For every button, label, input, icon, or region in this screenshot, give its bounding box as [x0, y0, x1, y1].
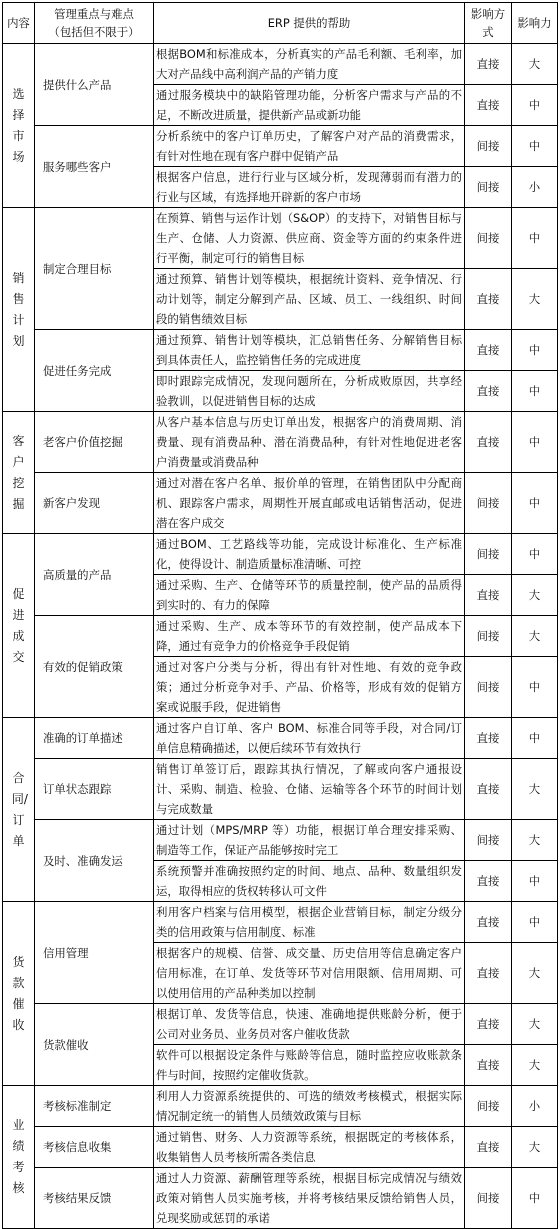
impact-mode-cell: 直接	[465, 902, 512, 943]
impact-force-cell: 中	[512, 1168, 558, 1229]
impact-mode-cell: 间接	[465, 473, 512, 534]
header-mode: 影响方式	[465, 3, 512, 44]
impact-mode-cell: 直接	[465, 575, 512, 616]
impact-mode-cell: 间接	[465, 126, 512, 167]
impact-force-cell: 大	[512, 575, 558, 616]
impact-mode-cell: 直接	[465, 85, 512, 126]
category-label: 销售计划	[12, 270, 25, 348]
erp-help-cell: 通过销售、财务、人力资源等系统，根据既定的考核体系，收集销售人员考核所需各类信息	[154, 1127, 465, 1168]
erp-help-cell: 系统预警并准确按照约定的时间、地点、品种、数量组织发运，取得相应的货权转移认可文件	[154, 861, 465, 902]
table-row	[3, 1004, 558, 1045]
impact-mode-cell: 直接	[465, 371, 512, 412]
impact-force-cell: 大	[512, 943, 558, 1004]
impact-mode-cell: 间接	[465, 820, 512, 861]
erp-help-cell: 通过计划（MPS/MRP 等）功能，根据订单合理安排采购、制造等工作，保证产品能够按时完工	[154, 820, 465, 861]
impact-mode-cell: 直接	[465, 1127, 512, 1168]
table-row	[3, 534, 558, 575]
erp-help-cell: 通过对潜在客户名单、报价单的管理，在销售团队中分配商机、跟踪客户需求，周期性开展直邮或电话销售活动，促进潜在客户成交	[154, 473, 465, 534]
erp-help-cell: 通过采购、生产、成本等环节的有效控制，使产品成本下降，通过有竞争力的价格竞争手段促销	[154, 616, 465, 657]
category-label: 货款催收	[12, 954, 25, 1032]
erp-help-cell: 通过BOM、工艺路线等功能，完成设计标准化、生产标准化，使得设计、制造质量标准清晰、可控	[154, 534, 465, 575]
impact-mode-cell: 间接	[465, 657, 512, 718]
table-header-row	[3, 3, 558, 44]
impact-force-cell: 中	[512, 412, 558, 473]
impact-mode-cell: 直接	[465, 861, 512, 902]
erp-help-cell: 根据客户的规模、信誉、成交量、历史信用等信息确定客户信用标准，在订单、发货等环节对信用限额、信用周期、可以使用信用的产品种类加以控制	[154, 943, 465, 1004]
erp-help-cell: 利用客户档案与信用模型，根据企业营销目标，制定分级分类的信用政策与信用制度、标准	[154, 902, 465, 943]
erp-help-cell: 销售订单签订后，跟踪其执行情况，了解或向客户通报设计、采购、制造、检验、仓储、运输等各个环节的时间计划与完成数量	[154, 759, 465, 820]
impact-force-cell: 中	[512, 126, 558, 167]
impact-force-cell: 中	[512, 534, 558, 575]
table-body	[3, 44, 558, 1229]
impact-mode-cell: 直接	[465, 44, 512, 85]
erp-help-table	[2, 2, 558, 1229]
table-row	[3, 820, 558, 861]
impact-mode-cell: 间接	[465, 208, 512, 269]
erp-help-cell: 从客户基本信息与历史订单出发，根据客户的消费周期、消费量、现有消费品种、潜在消费品种，有针对性地促进老客户消费量或消费品种	[154, 412, 465, 473]
header-points-line2: （包括但不限于）	[48, 25, 140, 39]
erp-help-cell: 通过对客户分类与分析，得出有针对性地、有效的竞争政策；通过分析竞争对手、产品、价格等，形成有效的促销方案或说服手段，促进销售	[154, 657, 465, 718]
erp-help-cell: 根据客户信息，进行行业与区域分析，发现薄弱而有潜力的行业与区域，有选择地开辟新的客户市场	[154, 167, 465, 208]
erp-help-cell: 利用人力资源系统提供的、可选的绩效考核模式，根据实际情况制定统一的销售人员绩效政策与目标	[154, 1086, 465, 1127]
header-help: ERP 提供的帮助	[154, 3, 465, 44]
impact-force-cell: 小	[512, 167, 558, 208]
impact-force-cell: 中	[512, 473, 558, 534]
impact-force-cell: 中	[512, 371, 558, 412]
category-cell	[3, 412, 35, 534]
erp-help-cell: 根据订单、发货等信息，快速、准确地提供账龄分析，便于公司对业务员、业务员对客户催收货款	[154, 1004, 465, 1045]
table-row	[3, 412, 558, 473]
key-point-cell: 提供什么产品	[35, 44, 154, 126]
table-row	[3, 473, 558, 534]
key-point-cell: 及时、准确发运	[35, 820, 154, 902]
table-row	[3, 1168, 558, 1229]
header-force: 影响力	[512, 3, 558, 44]
header-points-line1: 管理重点与难点	[54, 7, 134, 21]
impact-force-cell: 中	[512, 861, 558, 902]
impact-mode-cell: 直接	[465, 412, 512, 473]
impact-force-cell: 中	[512, 718, 558, 759]
erp-help-cell: 通过服务模块中的缺陷管理功能，分析客户需求与产品的不足，不断改进质量，提供新产品或新功能	[154, 85, 465, 126]
key-point-cell: 订单状态跟踪	[35, 759, 154, 820]
impact-force-cell: 中	[512, 85, 558, 126]
table-row	[3, 1127, 558, 1168]
key-point-cell: 服务哪些客户	[35, 126, 154, 208]
erp-help-cell: 软件可以根据设定条件与账龄等信息，随时监控应收账款条件与时间，按照约定催收货款。	[154, 1045, 465, 1086]
impact-force-cell: 中	[512, 902, 558, 943]
erp-help-cell: 分析系统中的客户订单历史，了解客户对产品的消费需求，有针对性地在现有客户群中促销产品	[154, 126, 465, 167]
impact-mode-cell: 直接	[465, 1045, 512, 1086]
table-row	[3, 616, 558, 657]
impact-force-cell: 大	[512, 616, 558, 657]
key-point-cell: 信用管理	[35, 902, 154, 1004]
impact-mode-cell: 直接	[465, 1004, 512, 1045]
impact-force-cell: 中	[512, 657, 558, 718]
impact-force-cell: 中	[512, 330, 558, 371]
key-point-cell: 制定合理目标	[35, 208, 154, 330]
category-label: 选择市场	[12, 86, 25, 164]
key-point-cell: 考核结果反馈	[35, 1168, 154, 1229]
erp-help-cell: 即时跟踪完成情况，发现问题所在，分析成败原因，共享经验教训，以促进销售目标的达成	[154, 371, 465, 412]
impact-mode-cell: 直接	[465, 269, 512, 330]
table-row	[3, 902, 558, 943]
category-label: 客户挖掘	[12, 433, 25, 511]
category-cell	[3, 534, 35, 718]
table-row	[3, 1086, 558, 1127]
erp-help-cell: 通过预算、销售计划等模块，汇总销售任务、分解销售目标到具体责任人，监控销售任务的完成进度	[154, 330, 465, 371]
category-cell	[3, 1086, 35, 1229]
key-point-cell: 准确的订单描述	[35, 718, 154, 759]
erp-help-cell: 通过采购、生产、仓储等环节的质量控制，使产品的品质得到实时的、有力的保障	[154, 575, 465, 616]
header-points	[35, 3, 154, 44]
impact-mode-cell: 间接	[465, 167, 512, 208]
header-content: 内容	[3, 3, 35, 44]
impact-force-cell: 大	[512, 1045, 558, 1086]
impact-mode-cell: 直接	[465, 718, 512, 759]
impact-mode-cell: 直接	[465, 330, 512, 371]
erp-help-cell: 通过人力资源、薪酬管理等系统，根据目标完成情况与绩效政策对销售人员实施考核，并将考核结果反馈给销售人员，兑现奖励或惩罚的承诺	[154, 1168, 465, 1229]
impact-force-cell: 大	[512, 820, 558, 861]
impact-mode-cell: 间接	[465, 1086, 512, 1127]
impact-mode-cell: 间接	[465, 534, 512, 575]
impact-force-cell: 大	[512, 1004, 558, 1045]
category-label: 促进成交	[12, 586, 25, 664]
category-cell	[3, 44, 35, 208]
key-point-cell: 老客户价值挖掘	[35, 412, 154, 473]
key-point-cell: 考核信息收集	[35, 1127, 154, 1168]
category-cell	[3, 208, 35, 412]
impact-force-cell: 小	[512, 1086, 558, 1127]
impact-force-cell: 中	[512, 208, 558, 269]
table-row	[3, 208, 558, 269]
key-point-cell: 新客户发现	[35, 473, 154, 534]
impact-force-cell: 大	[512, 759, 558, 820]
impact-force-cell: 大	[512, 1127, 558, 1168]
table-row	[3, 330, 558, 371]
category-label: 业绩考核	[12, 1118, 25, 1195]
impact-mode-cell: 直接	[465, 759, 512, 820]
impact-force-cell: 大	[512, 44, 558, 85]
table-row	[3, 759, 558, 820]
erp-help-cell: 根据BOM和标准成本，分析真实的产品毛利额、毛利率，加大对产品线中高利润产品的产销力度	[154, 44, 465, 85]
key-point-cell: 货款催收	[35, 1004, 154, 1086]
impact-mode-cell: 间接	[465, 616, 512, 657]
table-row	[3, 44, 558, 85]
impact-force-cell: 大	[512, 269, 558, 330]
key-point-cell: 高质量的产品	[35, 534, 154, 616]
key-point-cell: 考核标准制定	[35, 1086, 154, 1127]
table-row	[3, 718, 558, 759]
category-cell	[3, 902, 35, 1086]
key-point-cell: 有效的促销政策	[35, 616, 154, 718]
impact-mode-cell: 间接	[465, 1168, 512, 1229]
impact-mode-cell: 直接	[465, 943, 512, 1004]
erp-help-cell: 在预算、销售与运作计划（S&OP）的支持下，对销售目标与生产、仓储、人力资源、供应商、资金等方面的约束条件进行平衡，制定可行的销售目标	[154, 208, 465, 269]
erp-help-cell: 通过客户自订单、客户 BOM、标准合同等手段，对合同/订单信息精确描述，以便后续环节有效执行	[154, 718, 465, 759]
table-row	[3, 126, 558, 167]
category-cell	[3, 718, 35, 902]
category-label: 合同/订单	[11, 770, 28, 848]
erp-help-cell: 通过预算、销售计划等模块，根据统计资料、竞争情况、行动计划等，制定分解到产品、区域、员工、一线组织、时间段的销售绩效目标	[154, 269, 465, 330]
key-point-cell: 促进任务完成	[35, 330, 154, 412]
